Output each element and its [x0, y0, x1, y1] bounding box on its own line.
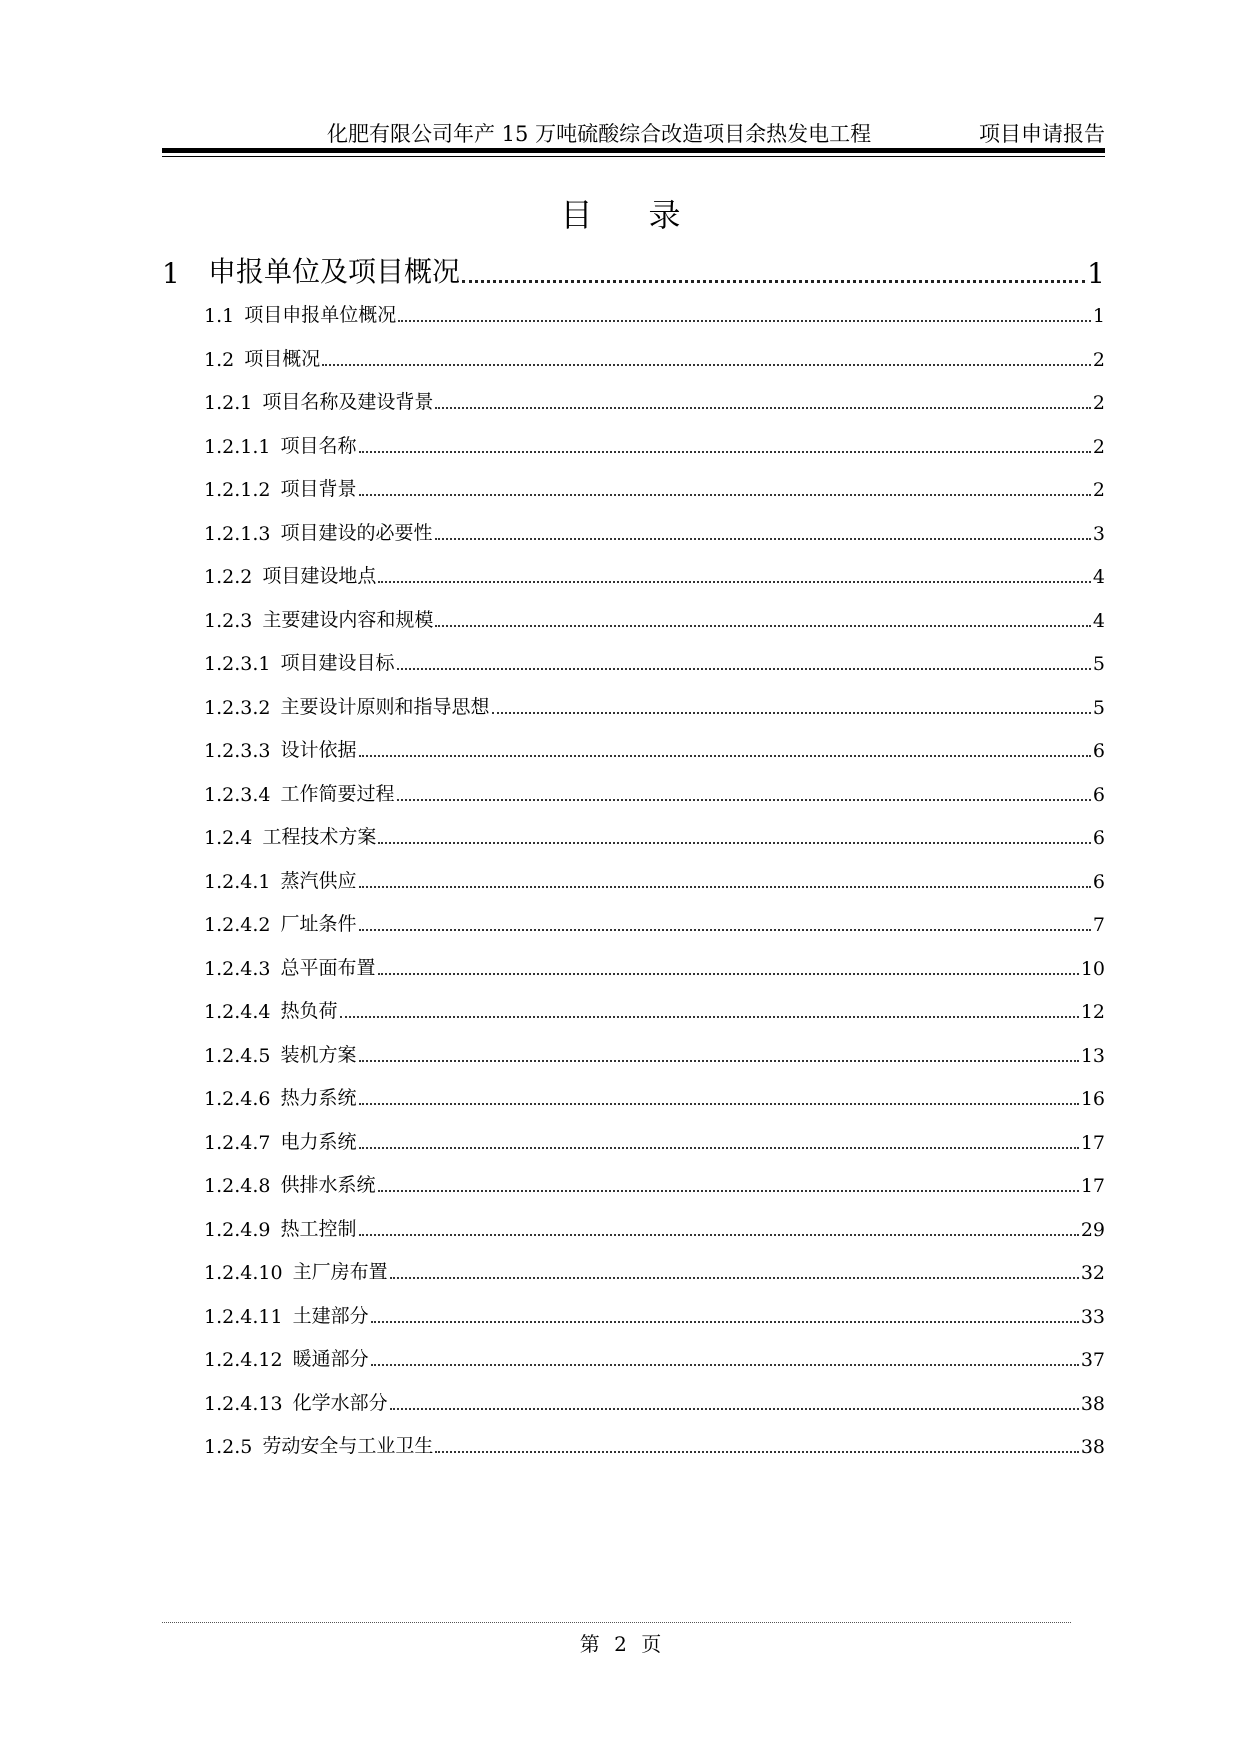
- toc-entry-title: 主要设计原则和指导思想: [280, 695, 490, 718]
- toc-entry-number: 1.2.3.2: [204, 696, 271, 719]
- toc-chapter-entry[interactable]: [162, 250, 1105, 290]
- toc-entry[interactable]: [204, 953, 1105, 980]
- toc-leader-dots: [359, 754, 1091, 757]
- toc-entry-number: 1.2.4.1: [204, 870, 271, 893]
- toc-leader-dots: [378, 580, 1091, 583]
- page-number: 2: [614, 1632, 627, 1656]
- toc-title: 目录: [560, 196, 737, 234]
- toc-entry-page: 13: [1080, 1044, 1105, 1067]
- toc-entry[interactable]: [204, 1083, 1105, 1110]
- toc-chapter-title: 申报单位及项目概况: [208, 255, 461, 288]
- toc-chapter-number: 1: [162, 257, 180, 290]
- page-number-prefix: 第: [579, 1632, 600, 1656]
- toc-entry-page: 6: [1092, 870, 1105, 893]
- toc-entry[interactable]: [204, 1214, 1105, 1241]
- toc-entry[interactable]: [204, 822, 1105, 849]
- toc-entry-number: 1.2.1: [204, 392, 253, 414]
- toc-entry-number: 1.2.3.4: [204, 783, 271, 806]
- toc-entry[interactable]: [204, 996, 1105, 1023]
- toc-entry[interactable]: [204, 561, 1105, 588]
- toc-entry[interactable]: [204, 431, 1105, 458]
- document-title: 化肥有限公司年产 15 万吨硫酸综合改造项目余热发电工程: [327, 122, 872, 146]
- toc-entry-title: 电力系统: [280, 1130, 357, 1153]
- toc-entry-number: 1.2.4.4: [204, 1001, 271, 1023]
- toc-leader-dots: [492, 711, 1091, 714]
- toc-entry-page: 6: [1092, 827, 1105, 849]
- toc-leader-dots: [359, 885, 1091, 888]
- toc-entry-title: 项目建设地点: [262, 565, 377, 587]
- toc-leader-dots: [340, 1015, 1079, 1018]
- toc-entry-number: 1.2.1.1: [204, 435, 271, 458]
- toc-entry-number: 1.2.1.2: [204, 479, 271, 501]
- toc-entry-title: 项目名称: [280, 434, 357, 457]
- toc-entry-page: 5: [1092, 696, 1105, 719]
- toc-leader-dots: [359, 1102, 1079, 1105]
- toc-entry-number: 1.2: [204, 348, 235, 371]
- toc-entry-title: 项目建设目标: [280, 652, 395, 674]
- toc-entry-title: 工程技术方案: [262, 826, 377, 848]
- toc-entry-number: 1.2.3.1: [204, 653, 271, 675]
- toc-entry-page: 17: [1080, 1175, 1105, 1197]
- toc-leader-dots: [359, 1059, 1079, 1062]
- toc-leader-dots: [359, 1233, 1079, 1236]
- toc-entry-title: 项目申报单位概况: [244, 304, 397, 326]
- toc-leader-dots: [462, 279, 1085, 283]
- toc-entry-page: 12: [1080, 1001, 1105, 1023]
- toc-entry[interactable]: [204, 1301, 1105, 1328]
- toc-entry-page: 2: [1092, 392, 1105, 414]
- toc-entry-title: 项目概况: [244, 347, 321, 370]
- toc-entry-number: 1.2.5: [204, 1436, 253, 1458]
- toc-entry-title: 劳动安全与工业卫生: [262, 1435, 434, 1457]
- toc-entry-number: 1.2.1.3: [204, 522, 271, 545]
- toc-entry-title: 项目名称及建设背景: [262, 391, 434, 413]
- header-rule-thick: [162, 148, 1105, 153]
- toc-entry[interactable]: [204, 518, 1105, 545]
- toc-leader-dots: [435, 406, 1091, 409]
- page-number-suffix: 页: [641, 1632, 662, 1656]
- toc-leader-dots: [371, 1320, 1079, 1323]
- toc-entry-title: 设计依据: [280, 739, 357, 761]
- toc-entry[interactable]: [204, 648, 1105, 675]
- toc-entry-page: 2: [1092, 435, 1105, 458]
- toc-entry[interactable]: [204, 1127, 1105, 1154]
- toc-entry-number: 1.2.4.13: [204, 1392, 283, 1415]
- toc-leader-dots: [378, 972, 1079, 975]
- toc-entry[interactable]: [204, 1040, 1105, 1067]
- toc-entry-number: 1.2.4: [204, 827, 253, 849]
- toc-leader-dots: [359, 493, 1091, 496]
- toc-entry-title: 土建部分: [292, 1304, 369, 1327]
- toc-entry-number: 1.2.4.5: [204, 1044, 271, 1067]
- toc-entry-number: 1.1: [204, 305, 235, 327]
- toc-entry-number: 1.2.2: [204, 566, 253, 588]
- toc-leader-dots: [435, 537, 1091, 540]
- toc-leader-dots: [378, 1189, 1079, 1192]
- toc-entry-title: 热负荷: [280, 1000, 338, 1022]
- toc-leader-dots: [322, 363, 1091, 366]
- toc-entry[interactable]: [204, 387, 1105, 414]
- toc-entry-page: 16: [1080, 1088, 1105, 1110]
- toc-entry-title: 厂址条件: [280, 913, 357, 935]
- toc-entry-page: 4: [1092, 609, 1105, 632]
- page-header: [162, 112, 1105, 146]
- toc-entry[interactable]: [204, 909, 1105, 936]
- toc-entry-number: 1.2.4.2: [204, 914, 271, 936]
- toc-entry-page: 37: [1080, 1349, 1105, 1371]
- toc-leader-dots: [359, 1146, 1079, 1149]
- toc-entry-title: 热力系统: [280, 1087, 357, 1109]
- toc-entry-page: 29: [1080, 1218, 1105, 1241]
- toc-entry-page: 6: [1092, 740, 1105, 762]
- toc-entry[interactable]: [204, 692, 1105, 719]
- toc-entry-title: 项目背景: [280, 478, 357, 500]
- toc-leader-dots: [371, 1363, 1079, 1366]
- toc-entry[interactable]: [204, 866, 1105, 893]
- toc-entry-page: 4: [1092, 566, 1105, 588]
- toc-entry-page: 3: [1092, 522, 1105, 545]
- toc-entry-page: 10: [1080, 957, 1105, 980]
- toc-entry-number: 1.2.4.3: [204, 957, 271, 980]
- toc-entry-number: 1.2.4.8: [204, 1175, 271, 1197]
- toc-entry-page: 38: [1080, 1436, 1105, 1458]
- toc-entry[interactable]: [204, 474, 1105, 501]
- toc-leader-dots: [359, 450, 1091, 453]
- toc-entry-number: 1.2.4.7: [204, 1131, 271, 1154]
- toc-entry-title: 蒸汽供应: [280, 869, 357, 892]
- toc-entry[interactable]: [204, 1431, 1105, 1458]
- toc-entry-number: 1.2.4.11: [204, 1305, 283, 1328]
- toc-entry-page: 6: [1092, 783, 1105, 806]
- toc-entry[interactable]: [204, 300, 1105, 327]
- toc-entry-page: 38: [1080, 1392, 1105, 1415]
- toc-entry-title: 暖通部分: [292, 1348, 369, 1370]
- toc-entry-page: 33: [1080, 1305, 1105, 1328]
- toc-leader-dots: [398, 319, 1091, 322]
- toc-entry[interactable]: [204, 1170, 1105, 1197]
- toc-entry-number: 1.2.4.9: [204, 1218, 271, 1241]
- toc-entry-page: 7: [1092, 914, 1105, 936]
- toc-entry[interactable]: [204, 1388, 1105, 1415]
- toc-entry-number: 1.2.4.6: [204, 1088, 271, 1110]
- header-rule-thin: [162, 156, 1105, 157]
- toc-entry-title: 总平面布置: [280, 956, 376, 979]
- toc-entry-number: 1.2.3: [204, 609, 253, 632]
- toc-leader-dots: [359, 928, 1091, 931]
- toc-entry-page: 2: [1092, 479, 1105, 501]
- toc-entry-title: 工作简要过程: [280, 782, 395, 805]
- toc-leader-dots: [435, 624, 1091, 627]
- toc-entry[interactable]: [204, 1344, 1105, 1371]
- toc-entry-title: 主要建设内容和规模: [262, 608, 434, 631]
- toc-chapter-page: 1: [1087, 257, 1105, 290]
- toc-leader-dots: [390, 1276, 1079, 1279]
- toc-entry[interactable]: [204, 779, 1105, 806]
- toc-leader-dots: [435, 1450, 1078, 1453]
- toc-leader-dots: [397, 798, 1091, 801]
- toc-entry-page: 17: [1080, 1131, 1105, 1154]
- toc-entry[interactable]: [204, 1257, 1105, 1284]
- toc-entry[interactable]: [204, 605, 1105, 632]
- toc-entry-page: 5: [1092, 653, 1105, 675]
- toc-entry[interactable]: [204, 735, 1105, 762]
- toc-entry-title: 主厂房布置: [292, 1261, 388, 1283]
- footer-rule: [162, 1622, 1071, 1623]
- toc-entry-page: 32: [1080, 1262, 1105, 1284]
- toc-entry-page: 2: [1092, 348, 1105, 371]
- toc-leader-dots: [378, 841, 1091, 844]
- toc-entry-title: 供排水系统: [280, 1174, 376, 1196]
- toc-leader-dots: [397, 667, 1091, 670]
- toc-entry-title: 化学水部分: [292, 1391, 388, 1414]
- page-footer: [0, 1628, 1241, 1657]
- toc-entry-number: 1.2.3.3: [204, 740, 271, 762]
- toc-entry-page: 1: [1092, 305, 1105, 327]
- toc-entry-number: 1.2.4.10: [204, 1262, 283, 1284]
- toc-entry-title: 热工控制: [280, 1217, 357, 1240]
- toc-entry-title: 项目建设的必要性: [280, 521, 433, 544]
- toc-entry[interactable]: [204, 344, 1105, 371]
- document-type: 项目申请报告: [979, 122, 1105, 146]
- toc-leader-dots: [390, 1407, 1079, 1410]
- toc-entry-title: 装机方案: [280, 1043, 357, 1066]
- toc-entry-number: 1.2.4.12: [204, 1349, 283, 1371]
